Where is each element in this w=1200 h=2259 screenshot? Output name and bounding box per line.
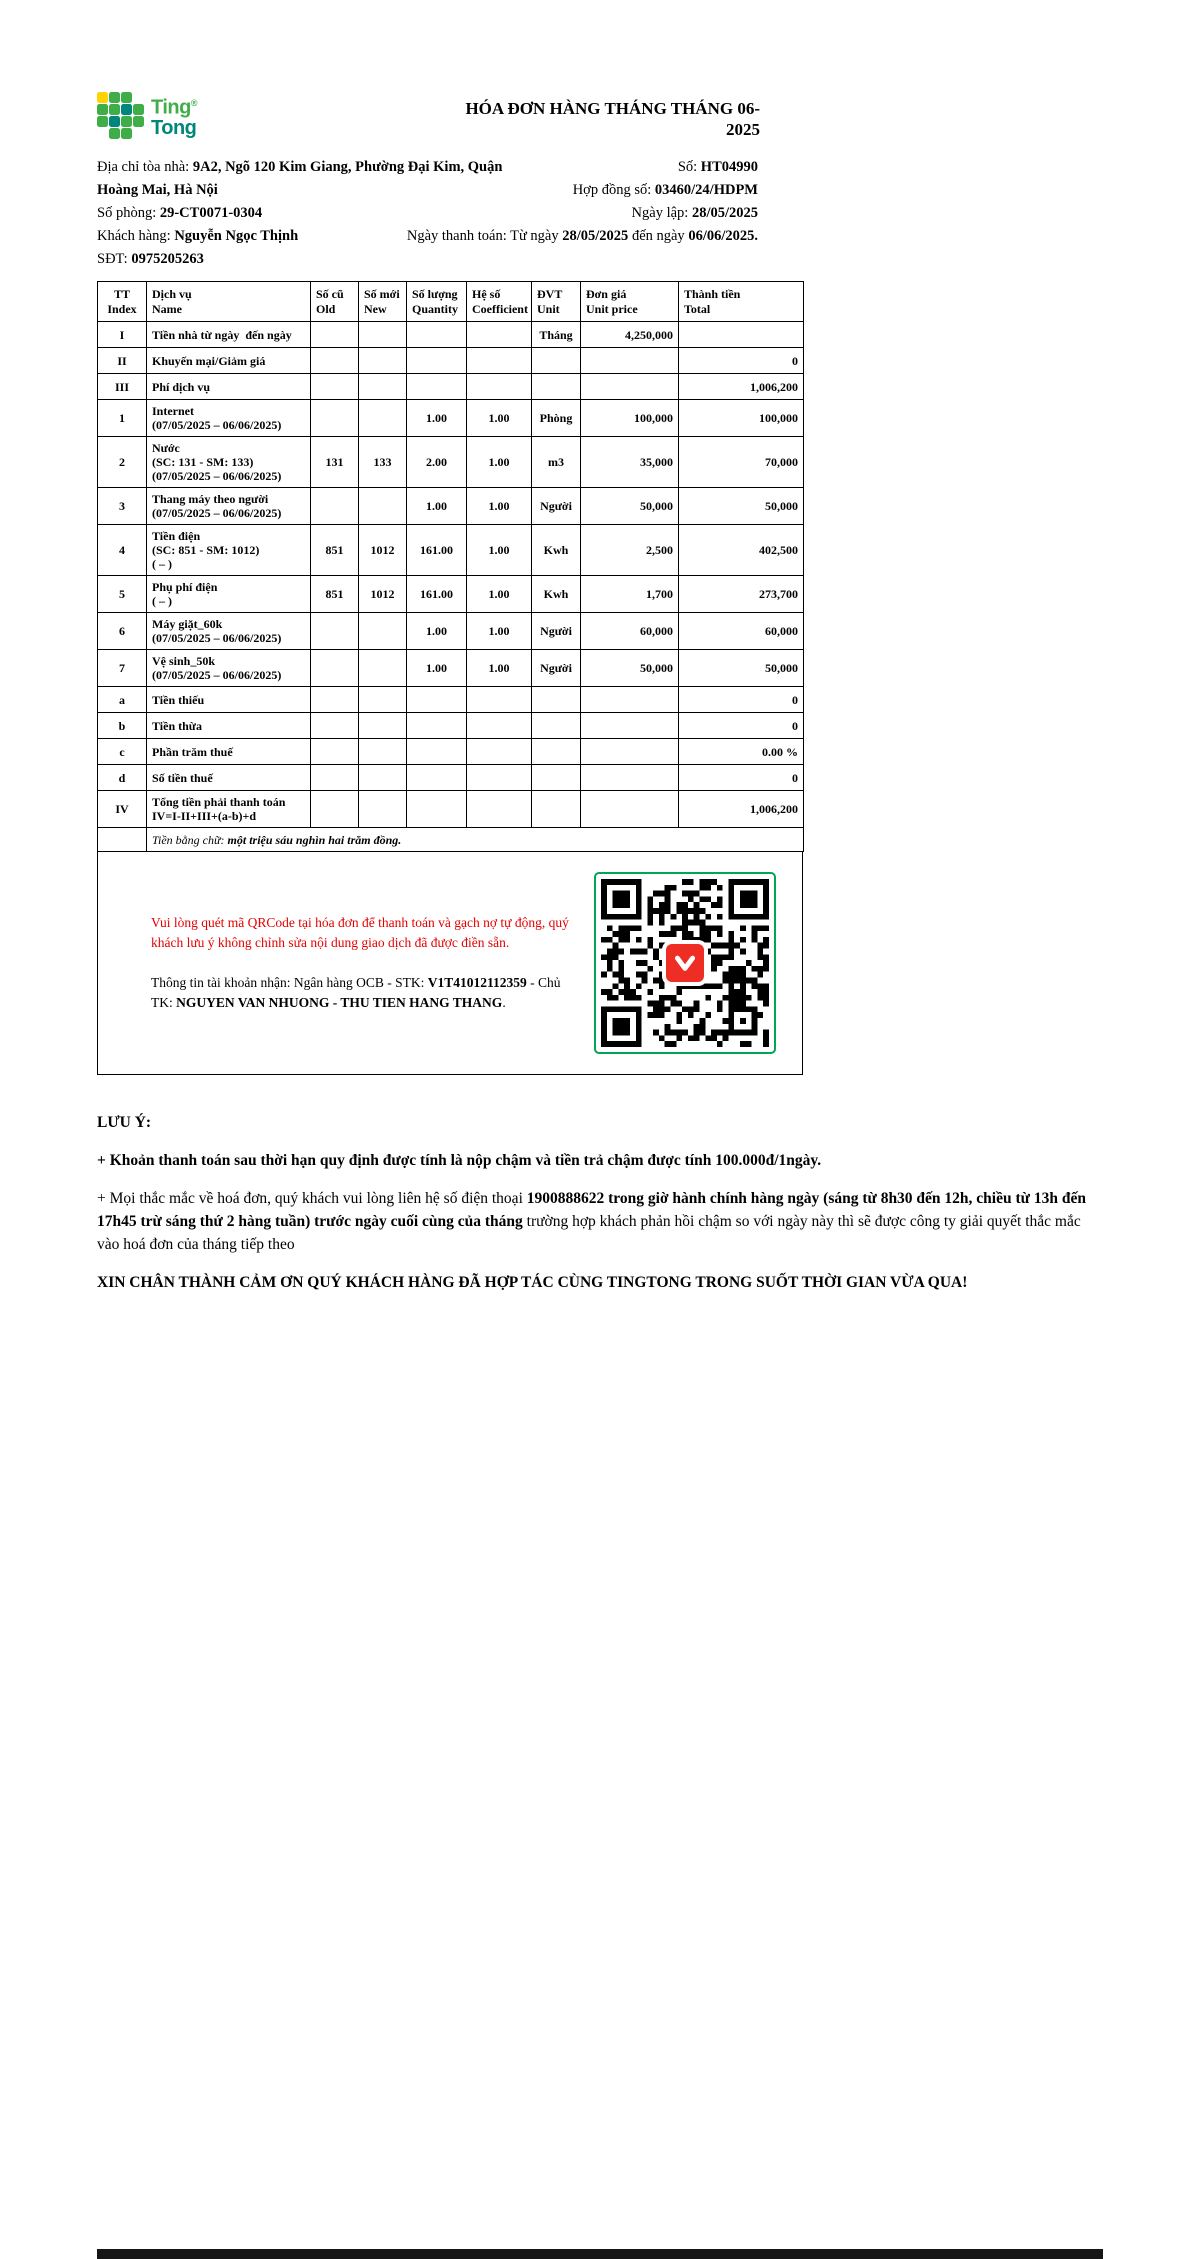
cell-old	[311, 739, 359, 765]
cell-price	[581, 348, 679, 374]
cell-unit: Kwh	[532, 525, 581, 576]
invoice-info	[97, 156, 803, 275]
cell-qty	[407, 791, 467, 828]
cell-price	[581, 739, 679, 765]
cell-qty	[407, 348, 467, 374]
text-part: trường hợp khách phản hồi chậm so với ngày này thì sẽ được công ty giải quyết thắc mắc vào hoá đơn của tháng tiếp theo	[97, 1213, 1081, 1253]
cell-price	[581, 713, 679, 739]
cell-unit	[532, 348, 581, 374]
cell-price: 100,000	[581, 400, 679, 437]
table-row	[98, 525, 804, 576]
table-row	[98, 437, 804, 488]
cell-unit: Tháng	[532, 322, 581, 348]
invoice-number-line	[407, 156, 758, 179]
cell-name: Tiền thừa	[147, 713, 311, 739]
text-part: Khách hàng:	[97, 228, 175, 244]
table-row	[98, 765, 804, 791]
cell-old	[311, 322, 359, 348]
cell-tt: b	[98, 713, 147, 739]
table-row	[98, 488, 804, 525]
cell-name: Tiền thiếu	[147, 687, 311, 713]
cell-coef: 1.00	[467, 525, 532, 576]
footer-notes	[97, 1111, 1103, 1294]
cell-unit	[532, 374, 581, 400]
cell-price	[581, 687, 679, 713]
table-row	[98, 322, 804, 348]
cell-empty	[98, 828, 147, 852]
cell-price	[581, 791, 679, 828]
cell-new	[359, 400, 407, 437]
cell-unit: Người	[532, 650, 581, 687]
text-part: 03460/24/HDPM	[654, 182, 758, 198]
text-part: một triệu sáu nghìn hai trăm đồng.	[227, 832, 402, 847]
amount-in-words	[147, 828, 804, 852]
cell-tt: 6	[98, 613, 147, 650]
cell-total: 70,000	[679, 437, 804, 488]
cell-coef: 1.00	[467, 400, 532, 437]
text-part: NGUYEN VAN NHUONG - THU TIEN HANG THANG	[176, 995, 503, 1010]
cell-tt: 7	[98, 650, 147, 687]
invoice-info-right	[407, 156, 758, 248]
cell-coef: 1.00	[467, 437, 532, 488]
cell-qty: 2.00	[407, 437, 467, 488]
text-part: 06/06/2025.	[688, 228, 758, 244]
qr-payment-box	[97, 851, 803, 1075]
registered-mark: ®	[190, 98, 197, 109]
cell-tt: I	[98, 322, 147, 348]
text-part: 1900888622 trong giờ hành chính hàng ngày (sáng từ 8h30 đến 12h, chiều từ 13h đến 17h45 trừ sáng thứ 2 hàng tuần)	[97, 1190, 1086, 1230]
table-row	[98, 613, 804, 650]
cell-name: Phần trăm thuế	[147, 739, 311, 765]
column-header: Dịch vụ Name	[147, 282, 311, 322]
cell-qty: 1.00	[407, 613, 467, 650]
text-part: Hợp đồng số:	[572, 182, 655, 198]
logo-ting-label: Ting	[151, 96, 191, 119]
column-header: Thành tiền Total	[679, 282, 804, 322]
cell-price	[581, 374, 679, 400]
cell-coef	[467, 322, 532, 348]
cell-old	[311, 791, 359, 828]
table-row	[98, 650, 804, 687]
cell-total: 1,006,200	[679, 791, 804, 828]
cell-coef: 1.00	[467, 613, 532, 650]
cell-old	[311, 400, 359, 437]
cell-unit: m3	[532, 437, 581, 488]
cell-name: Vệ sinh_50k (07/05/2025 – 06/06/2025)	[147, 650, 311, 687]
cell-tt: III	[98, 374, 147, 400]
cell-old	[311, 650, 359, 687]
cell-old	[311, 713, 359, 739]
cell-qty	[407, 687, 467, 713]
cell-total	[679, 322, 804, 348]
table-row	[98, 348, 804, 374]
cell-new	[359, 650, 407, 687]
tingtong-logo-icon	[97, 92, 144, 139]
cell-unit	[532, 791, 581, 828]
cell-coef	[467, 374, 532, 400]
cell-new	[359, 739, 407, 765]
cell-total: 100,000	[679, 400, 804, 437]
invoice-title: HÓA ĐƠN HÀNG THÁNG THÁNG 06-2025	[465, 99, 760, 139]
cell-unit: Phòng	[532, 400, 581, 437]
cell-new	[359, 713, 407, 739]
cell-old	[311, 374, 359, 400]
logo-tong-label: Tong	[151, 116, 197, 139]
cell-tt: d	[98, 765, 147, 791]
cell-unit: Kwh	[532, 576, 581, 613]
cell-unit	[532, 713, 581, 739]
cell-price	[581, 765, 679, 791]
cell-price: 2,500	[581, 525, 679, 576]
cell-coef	[467, 791, 532, 828]
cell-total: 1,006,200	[679, 374, 804, 400]
cell-name: Tổng tiền phải thanh toán IV=I-II+III+(a-b)+d	[147, 791, 311, 828]
invoice-table	[97, 281, 804, 852]
cell-coef	[467, 687, 532, 713]
cell-name: Số tiền thuế	[147, 765, 311, 791]
cell-new	[359, 687, 407, 713]
cell-new	[359, 348, 407, 374]
cell-tt: c	[98, 739, 147, 765]
text-part: 9A2, Ngõ 120 Kim Giang, Phường Đại Kim, Quận Hoàng Mai, Hà Nội	[97, 159, 503, 198]
cell-new	[359, 374, 407, 400]
column-header: Đơn giá Unit price	[581, 282, 679, 322]
cell-total: 50,000	[679, 650, 804, 687]
cell-tt: 4	[98, 525, 147, 576]
cell-new: 133	[359, 437, 407, 488]
text-part: + Khoản thanh toán sau thời hạn quy định được tính là nộp chậm và tiền trả chậm được tính 100.000đ/1ngày.	[97, 1152, 822, 1169]
column-header: ĐVT Unit	[532, 282, 581, 322]
column-header: Số cũ Old	[311, 282, 359, 322]
text-part: .	[502, 995, 506, 1010]
text-part: - Chủ TK:	[151, 975, 561, 1010]
payment-period-line	[407, 225, 758, 248]
text-part: V1T41012112359	[427, 975, 527, 990]
cell-new	[359, 791, 407, 828]
cell-new	[359, 488, 407, 525]
cell-tt: 2	[98, 437, 147, 488]
cell-old	[311, 687, 359, 713]
cell-old	[311, 613, 359, 650]
text-part: Ngày lập:	[631, 205, 692, 221]
text-part: Số:	[677, 159, 701, 175]
text-part: Nguyễn Ngọc Thịnh	[174, 228, 299, 244]
text-part: đến ngày	[628, 228, 689, 244]
cell-old	[311, 488, 359, 525]
text-part: Thông tin tài khoản nhận: Ngân hàng OCB - STK:	[151, 975, 428, 990]
text-part: Tiền bằng chữ:	[152, 832, 228, 847]
cell-old: 851	[311, 525, 359, 576]
cell-new	[359, 613, 407, 650]
cell-new	[359, 765, 407, 791]
table-row	[98, 374, 804, 400]
invoice-header	[97, 92, 803, 140]
cell-unit	[532, 687, 581, 713]
cell-old	[311, 348, 359, 374]
text-part: Số phòng:	[97, 205, 160, 221]
notes-heading: LƯU Ý:	[97, 1114, 152, 1131]
cell-tt: 3	[98, 488, 147, 525]
cell-price: 60,000	[581, 613, 679, 650]
cell-qty: 161.00	[407, 576, 467, 613]
note-late-payment	[97, 1149, 1103, 1172]
cell-total: 0	[679, 713, 804, 739]
cell-qty	[407, 739, 467, 765]
cell-price: 35,000	[581, 437, 679, 488]
cell-old	[311, 765, 359, 791]
thanks-message: XIN CHÂN THÀNH CẢM ƠN QUÝ KHÁCH HÀNG ĐÃ HỢP TÁC CÙNG TINGTONG TRONG SUỐT THỜI GIAN VỪA QUA!	[97, 1274, 968, 1291]
cell-coef: 1.00	[467, 488, 532, 525]
text-part: 0975205263	[131, 251, 204, 267]
cell-coef: 1.00	[467, 650, 532, 687]
column-header: TT Index	[98, 282, 147, 322]
cell-name: Nước (SC: 131 - SM: 133) (07/05/2025 – 06/06/2025)	[147, 437, 311, 488]
text-part: 28/05/2025	[691, 205, 758, 221]
cell-tt: 5	[98, 576, 147, 613]
cell-old: 131	[311, 437, 359, 488]
tingtong-logo	[97, 92, 197, 139]
cell-name: Máy giặt_60k (07/05/2025 – 06/06/2025)	[147, 613, 311, 650]
cell-unit	[532, 739, 581, 765]
cell-name: Phụ phí điện ( – )	[147, 576, 311, 613]
cell-qty	[407, 322, 467, 348]
table-header-row	[98, 282, 804, 322]
cell-qty	[407, 374, 467, 400]
qr-warning-text: Vui lòng quét mã QRCode tại hóa đơn để thanh toán và gạch nợ tự động, quý khách lưu ý không chỉnh sửa nội dung giao dịch đã được điền sẵn.	[151, 915, 569, 950]
cell-coef: 1.00	[467, 576, 532, 613]
cell-total: 0	[679, 348, 804, 374]
qr-payment-texts	[151, 913, 572, 1013]
cell-total: 0.00 %	[679, 739, 804, 765]
tingtong-logo-text	[151, 93, 197, 138]
text-part: Địa chỉ tòa nhà:	[97, 159, 193, 175]
contract-number-line	[407, 179, 758, 202]
text-part: HT04990	[700, 159, 758, 175]
cell-total: 0	[679, 687, 804, 713]
text-part: SĐT:	[97, 251, 132, 267]
cell-new: 1012	[359, 576, 407, 613]
cell-unit: Người	[532, 613, 581, 650]
cell-coef	[467, 348, 532, 374]
cell-qty: 1.00	[407, 650, 467, 687]
invoice-table-body	[98, 322, 804, 828]
table-row	[98, 739, 804, 765]
cell-name: Thang máy theo người (07/05/2025 – 06/06/2025)	[147, 488, 311, 525]
cell-coef	[467, 713, 532, 739]
table-row	[98, 400, 804, 437]
cell-name: Tiền nhà từ ngày đến ngày	[147, 322, 311, 348]
column-header: Hệ số Coefficient	[467, 282, 532, 322]
cell-price: 50,000	[581, 488, 679, 525]
text-part: 29-CT0071-0304	[159, 205, 263, 221]
cell-price: 50,000	[581, 650, 679, 687]
cell-tt: IV	[98, 791, 147, 828]
cell-tt: II	[98, 348, 147, 374]
cell-name: Phí dịch vụ	[147, 374, 311, 400]
cell-total: 0	[679, 765, 804, 791]
cell-qty	[407, 765, 467, 791]
column-header: Số mới New	[359, 282, 407, 322]
table-row	[98, 576, 804, 613]
text-part: + Mọi thắc mắc về hoá đơn, quý khách vui lòng liên hệ số điện thoại	[97, 1190, 527, 1207]
text-part: trước ngày cuối cùng của tháng	[310, 1213, 523, 1230]
issue-date-line	[407, 202, 758, 225]
table-row	[98, 687, 804, 713]
cell-qty: 1.00	[407, 400, 467, 437]
cell-price: 4,250,000	[581, 322, 679, 348]
cell-new: 1012	[359, 525, 407, 576]
cell-new	[359, 322, 407, 348]
cell-total: 273,700	[679, 576, 804, 613]
qr-code	[594, 872, 776, 1054]
cell-old: 851	[311, 576, 359, 613]
account-info-text	[151, 973, 572, 1013]
chevron-down-icon	[672, 950, 698, 976]
cell-total: 60,000	[679, 613, 804, 650]
table-row	[98, 713, 804, 739]
cell-unit	[532, 765, 581, 791]
text-part: 28/05/2025	[562, 228, 629, 244]
phone-number-line	[97, 248, 545, 271]
cell-name: Khuyến mại/Giảm giá	[147, 348, 311, 374]
qr-center-logo	[662, 940, 708, 986]
amount-in-words-row	[98, 828, 804, 852]
page-bottom-bar	[97, 2249, 1103, 2259]
text-part: Ngày thanh toán: Từ ngày	[406, 228, 563, 244]
cell-unit: Người	[532, 488, 581, 525]
cell-qty: 1.00	[407, 488, 467, 525]
cell-name: Tiền điện (SC: 851 - SM: 1012) ( – )	[147, 525, 311, 576]
cell-coef	[467, 739, 532, 765]
note-contact-hotline	[97, 1187, 1103, 1256]
cell-total: 50,000	[679, 488, 804, 525]
cell-tt: a	[98, 687, 147, 713]
table-row	[98, 791, 804, 828]
cell-coef	[467, 765, 532, 791]
cell-price: 1,700	[581, 576, 679, 613]
cell-qty: 161.00	[407, 525, 467, 576]
cell-name: Internet (07/05/2025 – 06/06/2025)	[147, 400, 311, 437]
cell-qty	[407, 713, 467, 739]
column-header: Số lượng Quantity	[407, 282, 467, 322]
cell-tt: 1	[98, 400, 147, 437]
cell-total: 402,500	[679, 525, 804, 576]
